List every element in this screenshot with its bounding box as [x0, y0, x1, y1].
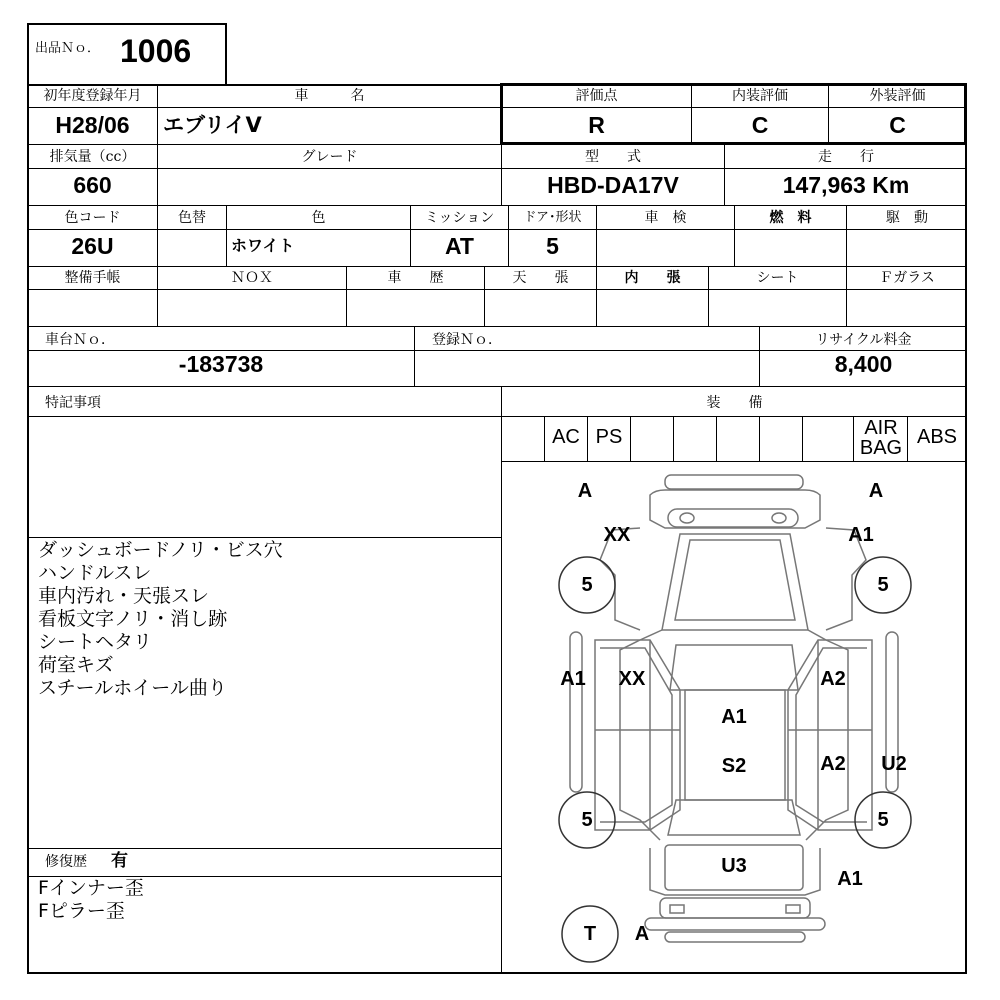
dmg-spare-tire: T	[583, 923, 597, 945]
chassis-value: -183738	[178, 351, 264, 377]
dmg-roof-front: A1	[721, 706, 747, 728]
roof-label: 天 張	[512, 270, 569, 286]
interior-value: C	[751, 112, 769, 138]
equip-ps: PS	[595, 426, 623, 448]
repair-value: 有	[111, 851, 128, 871]
fuel-label: 燃 料	[769, 210, 812, 226]
color-code-label: 色コード	[64, 210, 121, 226]
history-label: 車 歴	[387, 270, 444, 286]
fglass-label: Ｆガラス	[879, 270, 935, 286]
note-line: 看板文字ノリ・消し跡	[38, 608, 228, 630]
equip-ac: AC	[552, 426, 580, 448]
recycle-label: リサイクル料金	[815, 332, 912, 348]
color-value: ホワイト	[231, 236, 295, 255]
dmg-front-left: A	[577, 480, 593, 502]
color-code-value: 26U	[71, 233, 114, 259]
lot-label: 出品Ｎｏ．	[35, 41, 101, 56]
door-label: ドア･形状	[523, 210, 582, 225]
reg-no-label: 登録Ｎｏ．	[432, 332, 502, 348]
score-label: 評価点	[575, 88, 618, 104]
model-label: 型 式	[585, 149, 641, 165]
dmg-right-door: A2	[820, 668, 846, 690]
dmg-left-door: XX	[618, 668, 646, 690]
mission-label: ミッション	[424, 210, 495, 226]
repair-line: Fインナー歪	[38, 877, 144, 899]
car-name-label: 車 名	[294, 88, 365, 104]
recycle-value: 8,400	[834, 351, 893, 377]
chassis-label: 車台Ｎｏ．	[45, 332, 115, 348]
dmg-tire-fl: 5	[581, 574, 593, 596]
repair-line: Fピラー歪	[38, 900, 125, 922]
first-reg-value: H28/06	[55, 112, 130, 138]
note-line: ハンドルスレ	[38, 562, 152, 584]
dmg-rear-bumper: A	[634, 923, 650, 945]
interior-label: 内装評価	[732, 88, 788, 104]
dmg-front-right: A	[868, 480, 884, 502]
equip-airbag: AIR BAG	[859, 417, 903, 459]
score-value: R	[588, 112, 605, 138]
car-name-value: エブリイV	[163, 113, 262, 137]
door-value: 5	[546, 233, 559, 259]
note-line: スチールホイール曲り	[38, 677, 227, 699]
mission-value: AT	[445, 233, 474, 259]
note-line: シートヘタリ	[38, 631, 153, 653]
dmg-rear-right: A1	[837, 868, 863, 890]
maint-book-label: 整備手帳	[64, 270, 121, 286]
mileage-value: 147,963 Km	[782, 172, 910, 198]
lot-number: 1006	[120, 33, 192, 69]
equipment-label: 装 備	[706, 395, 763, 411]
color-change-label: 色替	[178, 210, 206, 226]
interior-trim-label: 内 張	[624, 270, 681, 286]
note-line: 荷室キズ	[38, 654, 114, 676]
dmg-tire-fr: 5	[877, 574, 889, 596]
dmg-fl-fender: XX	[603, 524, 631, 546]
note-line: ダッシュボードノリ・ビス穴	[38, 539, 283, 561]
nox-label: ＮＯＸ	[231, 270, 273, 286]
repair-label: 修復歴	[45, 854, 87, 870]
seat-label: シート	[756, 270, 799, 286]
mileage-label: 走 行	[818, 149, 874, 165]
first-reg-label: 初年度登録年月	[43, 88, 142, 104]
note-line: 車内汚れ・天張スレ	[38, 585, 210, 607]
notes-list	[38, 539, 498, 700]
displacement-value: 660	[73, 172, 112, 198]
dmg-right-rear-fender: U2	[881, 753, 907, 775]
dmg-left-side: A1	[560, 668, 586, 690]
equip-abs: ABS	[916, 426, 958, 448]
inspection-label: 車 検	[644, 210, 687, 226]
drive-label: 駆 動	[886, 210, 928, 226]
exterior-label: 外装評価	[869, 88, 926, 104]
notes-label: 特記事項	[45, 395, 101, 411]
repair-list	[38, 877, 498, 923]
displacement-label: 排気量（cc）	[49, 149, 136, 165]
dmg-right-rear: A2	[820, 753, 846, 775]
exterior-value: C	[889, 112, 906, 138]
grade-label: グレード	[301, 149, 358, 165]
dmg-rear-gate: U3	[721, 855, 747, 877]
dmg-tire-rr: 5	[877, 809, 889, 831]
model-value: HBD-DA17V	[547, 172, 679, 198]
dmg-roof-rear: S2	[721, 755, 747, 777]
dmg-fr-fender: A1	[848, 524, 874, 546]
color-label: 色	[311, 210, 326, 226]
dmg-tire-rl: 5	[581, 809, 593, 831]
